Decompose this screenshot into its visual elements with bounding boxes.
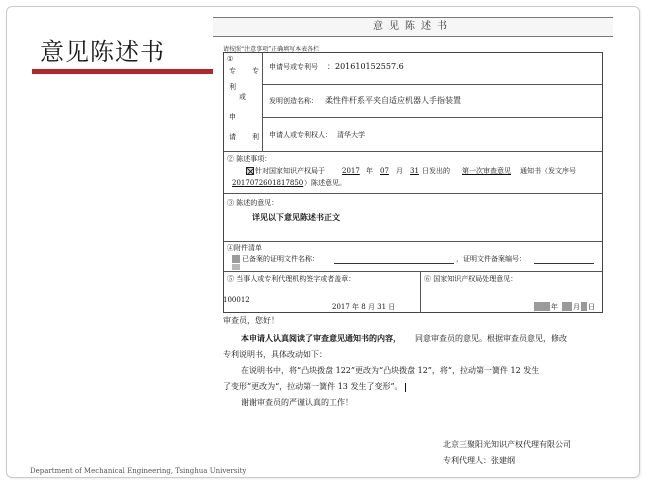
invention-name-label: 发明创造名称： <box>269 97 318 105</box>
office-month-unit: 月 <box>573 303 580 311</box>
slide-title: 意见陈述书 <box>40 38 165 66</box>
letter-paragraph-3: 谢谢审查员的严谨认真的工作！ <box>241 398 353 407</box>
letter-paragraph-1-line-1b: 同意审查员的意见。根据审查员意见，修改 <box>415 334 567 343</box>
notice-name: 第一次审查意见 <box>462 167 511 175</box>
section1-number: ① <box>227 55 234 63</box>
redacted-year <box>534 302 550 311</box>
row-divider <box>224 193 602 194</box>
notice-month-unit: 月 <box>396 167 403 175</box>
text-cursor <box>405 383 406 392</box>
side-label: 专 <box>229 67 236 75</box>
notice-day-unit: 日发出的 <box>422 167 450 175</box>
row-divider <box>224 151 602 152</box>
row-divider <box>224 241 602 242</box>
notice-serial-number: 2017072601817850 <box>232 179 304 187</box>
letter-greeting: 审查员，您好！ <box>223 316 279 325</box>
notice-year: 2017 <box>342 167 360 175</box>
section5-6-divider <box>420 271 421 313</box>
notice-year-unit: 年 <box>366 167 373 175</box>
document-scan <box>213 17 613 465</box>
app-number-label: 申请号或专利号 <box>269 63 318 71</box>
statement-text-3: ）陈述意见。 <box>304 179 346 187</box>
section3-heading: ③ 陈述的意见： <box>227 199 279 207</box>
row-divider <box>224 271 602 272</box>
row-divider <box>262 117 602 118</box>
section5-heading: ⑤ 当事人或专利代理机构签字或者盖章： <box>227 275 356 283</box>
letter-paragraph-2-line-2-text: 了变形”更改为“，拉动第一簧件 13 发生了变形”。 <box>223 382 403 391</box>
attachment-number-label: ，证明文件备案编号： <box>456 255 526 263</box>
side-label: 利 <box>252 133 259 141</box>
side-label: 利 <box>229 83 236 91</box>
checked-checkbox <box>246 167 254 175</box>
letter-paragraph-1-line-1: 本申请人认真阅读了审查意见通知书的内容， <box>241 333 401 343</box>
applicant-label: 申请人或专利权人： <box>269 131 332 139</box>
notice-day: 31 <box>410 167 419 175</box>
applicant-value: 清华大学 <box>337 131 365 139</box>
side-label: 申 <box>229 113 236 121</box>
agency-name: 北京三聚阳光知识产权代理有限公司 <box>443 440 571 449</box>
office-year-unit: 年 <box>551 303 558 311</box>
statement-text: 针对国家知识产权局于 <box>255 167 325 175</box>
signature-date: 2017 年 8 月 31 日 <box>332 303 396 311</box>
opinion-body: 详见以下意见陈述书正文 <box>252 212 340 222</box>
letter-paragraph-1-line-2: 专利说明书，具体改动如下： <box>223 350 327 359</box>
attachment-item-label: 已备案的证明文件名称： <box>242 255 319 263</box>
side-label: 专 <box>252 67 259 75</box>
slide-footer: Department of Mechanical Engineering, Tsinghua University <box>30 467 247 475</box>
attachment-checkbox <box>232 264 240 270</box>
attachment-checkbox <box>232 255 240 263</box>
app-number-value: ：201610152557.6 <box>327 62 404 71</box>
instruction-note: 请按照“注意事项”正确填写本表各栏 <box>223 46 320 53</box>
letter-paragraph-2-line-1: 在说明书中，将“凸块拨盘 122”更改为“凸块拨盘 12”，将“，拉动第一簧件 12 发生 <box>241 366 540 375</box>
document-header <box>213 17 613 37</box>
section6-heading: ⑥ 国家知识产权局处理意见： <box>424 275 518 283</box>
redacted-month <box>562 302 572 311</box>
invention-name-value: 柔性件杆系平夹自适应机器人手指装置 <box>325 96 461 105</box>
section2-heading: ② 陈述事项： <box>227 155 272 163</box>
section4-heading: ④附件清单 <box>227 244 262 252</box>
notice-month: 07 <box>380 167 389 175</box>
attachment-number-blank <box>534 263 594 264</box>
section1-divider <box>262 53 263 151</box>
letter-paragraph-2-line-2 <box>223 381 406 392</box>
opinion-form <box>223 52 603 313</box>
agent-name: 专利代理人：张建纲 <box>443 456 515 465</box>
side-label: 请 <box>229 133 236 141</box>
office-day-unit: 日 <box>588 303 595 311</box>
redacted-day <box>581 302 587 311</box>
page-code: 100012 <box>223 296 250 304</box>
row-divider <box>262 84 602 85</box>
side-label: 或 <box>239 93 246 101</box>
statement-text-2: 通知书（发文序号 <box>520 167 576 175</box>
attachment-name-blank <box>334 263 454 264</box>
title-accent-bar <box>32 69 232 74</box>
document-header-text: 意见陈述书 <box>373 21 453 32</box>
